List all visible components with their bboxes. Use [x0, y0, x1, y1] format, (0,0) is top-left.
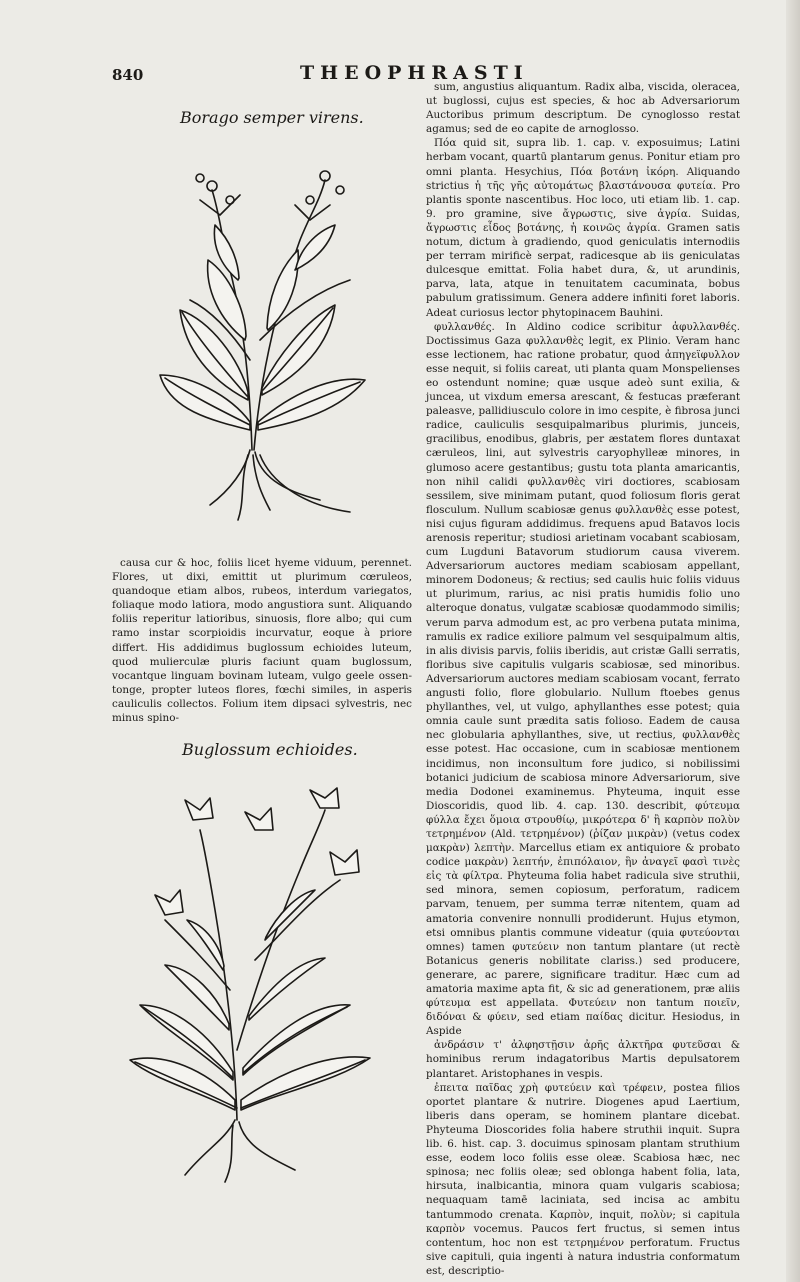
borago-plant-icon	[150, 160, 380, 530]
running-head: THEOPHRASTI	[300, 62, 529, 84]
figure-caption-buglossum: Buglossum echioides.	[182, 740, 358, 759]
right-column-paragraph-2: Πόα quid sit, supra lib. 1. cap. v. exposuimus; Latini herbam vocant, quartū plantarum genus. Ponitur etiam pro omni planta. Hesychius, Πόα βοτάνη ἰκόρη. Aliquando strictius ἡ τῆς γῆς αὐτομάτως βλαστάνουσα φυτεία. Pro plantis sponte nascentibus. Hoc loco, uti etiam lib. 1. cap. 9. pro gramine, sive ἄγρωστις, sive ἀγρία. Suidas, ἄγρωστις εἶδος βοτάνης, ἡ κοινῶς ἀγρία. Gramen satis notum, dictum à gradiendo, quod geniculatis internodiis per terram mirificè serpat, radicesque ab iis geniculatas dulcesque emittat. Folia habet dura, &, ut arundinis, parva, lata, atque in tenuitatem cacuminata, bobus pabulum gratissimum. Genera addere infiniti foret laboris. Adeat curiosus lector phytopinacem Bauhini.	[426, 137, 740, 319]
buglossum-plant-icon	[125, 790, 375, 1185]
right-column-paragraph-5: ἐπειτα παῖδας χρὴ φυτεύειν καὶ τρέφειν, postea filios oportet plantare & nutrire. Diogenes apud Laertium, liberis dans operam, se hominem plantare dicebat. Phyteuma Dioscorides folia habere struthii inquit. Supra lib. 6. hist. cap. 3. docuimus spinosam plantam struthium esse, eodem loco foliis esse oleæ. Scabiosa hæc, nec spinosa; nec foliis oleæ; sed oblonga habent folia, lata, hirsuta, inalbicantia, minora quam vulgaris scabiosa; nequaquam tamē laciniata, sed incisa ac ambitu tantummodo crenata. Καρπὸν, inquit, πολὺν; si capitula καρπὸν vocemus. Paucos fert fructus, si semen intus contentum, hoc non est τετρημένον perforatum. Fructus sive capituli, quia ingenti à natura industria conformatum est, descriptio-	[426, 1081, 740, 1277]
left-column-paragraph: causa cur & hoc, foliis licet hyeme viduum, perennet. Flores, ut dixi, emittit ut plurimum cœruleos, quandoque etiam albos, rubeos, interdum variegatos, foliaque modo latiora, modo angustiora sunt. Aliquando foliis reperitur latioribus, sinuosis, flore albo; qui cum ramo instar scorpioidis incurvatur, eoque à priore differt. His addidimus buglossum echioides luteum, quod mulierculæ pluris faciunt quam buglossum, vocantque linguam bovinam luteam, vulgo geele ossen-tonge, propter luteos flores, fœchi similes, in asperis cauliculis collectos. Folium item dipsaci sylvestris, nec minus spino-	[112, 557, 412, 725]
right-column-paragraph-1: sum, angustius aliquantum. Radix alba, viscida, oleracea, ut buglossi, cujus est species, & hoc ab Adversariorum Auctoribus primum descriptum. De cynoglosso restat agamus; sed de eo capite de arnoglosso.	[426, 81, 740, 136]
left-text-column	[112, 556, 412, 725]
page-number: 840	[112, 66, 144, 84]
right-text-column	[426, 80, 740, 1277]
right-column-paragraph-4: ἀνδράσιν τ' ἀλφηστῇσιν ἀρῆς ἀλκτῆρα φυτεῦσαι & hominibus rerum indagatoribus Martis depulsatorem plantaret. Aristophanes in vespis.	[426, 1039, 740, 1080]
right-column-paragraph-3: φυλλανθές. In Aldino codice scribitur ἀφυλλανθές. Doctissimus Gaza φυλλανθὲς legit, ex Plinio. Veram hanc esse lectionem, hac ratione probatur, quod ἀπηγεϊφυλλον esse nequit, si foliis careat, uti planta quam Monspelienses eo ostendunt nomine; quæ usque adeò sunt exilia, & juncea, ut vixdum emersa arescant, & festucas præferant paleasve, pallidiusculo colore in imo cespite, è fibrosa junci radice, cauliculis sesquipalmaribus plurimis, junceis, gracilibus, enodibus, glabris, per æstatem flores duntaxat cæruleos, lini, aut sylvestris caryophylleæ minores, in glumoso acere gestantibus; gustu tota planta amaricantis, non nihil calidi φυλλανθὲς viri doctiores, scabiosam sessilem, sive minimam putant, quod foliosum floris gerat flosculum. Nullum scabiosæ genus φυλλανθὲς esse potest, nisi cujus figuram addidimus. frequens apud Batavos locis arenosis reperitur; studiosi arietinam vocabant scabiosam, cum Lugduni Batavorum studiorum causa viverem. Adversariorum auctores mediam scabiosam appellant, minorem Dodoneus; & rectius; sed caulis huic foliis viduus ut plurimum, rarius, ac nisi pratis humidis folio uno alteroque donatus, vulgatæ scabiosæ quodammodo similis; verum parva admodum est, ac pro verbena putata minima, ramulis ex radice exiliore palmum vel sesquipalmum altis, in alis divisis parvis, foliis iberidis, aut cristæ Galli serratis, floribus sive capitulis vulgaris scabiosæ, sed minoribus. Adversariorum auctores mediam scabiosam vocant, ferrato angusti folio, flore globulario. Nullum ftoebes genus phyllanthes, vel, ut vulgo, aphyllanthes esse potest; quia omnia caule sunt prædita satis folioso. Eadem de causa nec globularia aphyllanthes, sive, ut rectius, φυλλανθὲς esse potest. Hac occasione, cum in scabiosæ mentionem incidimus, non inconsultum fore judico, si nobilissimi botanici judicium de scabiosa minore Adversariorum, sive media Dodonei examinemus. Phyteuma, inquit esse Dioscoridis, quod lib. 4. cap. 130. describit, φύτευμα φύλλα ἔχει ὅμοια στρουθίῳ, μικρότερα δ' ἢ καρπὸν πολὺν τετρημένον (Ald. τετρημένον) (ῥίζαν μικρὰν) (vetus codex μακρὰν) λεπτὴν. Marcellus etiam ex antiquiore & probato codice μακρὰν) λεπτήν, ἐπιπόλαιον, ἣν ἀναγεῖ φασὶ τινὲς εἰς τὰ φίλτρα. Phyteuma folia habet radicula sive struthii, sed minora, semen copiosum, perforatum, radicem parvam, tenuem, per summa terræ nitentem, quam ad amatoria convenire nonnulli prodiderunt. Hujus etymon, etsi omnibus plantis commune videatur (quia φυτεύονται omnes) tamen φυτεύειν non tantum plantare (ut rectè Botanicus generis nobilitate clariss.) sed producere, generare, ac parere, significare traditur. Hæc cum ad amatoria maxime apta fit, & sic ad generationem, præ aliis φύτευμα est appellata. Φυτεύειν non tantum ποιεῖν, διδόναι & φύειν, sed etiam παίδας dicitur. Hesiodus, in Aspide	[426, 320, 740, 1038]
page-edge-shadow	[786, 0, 800, 1282]
figure-caption-borago: Borago semper virens.	[180, 108, 364, 127]
